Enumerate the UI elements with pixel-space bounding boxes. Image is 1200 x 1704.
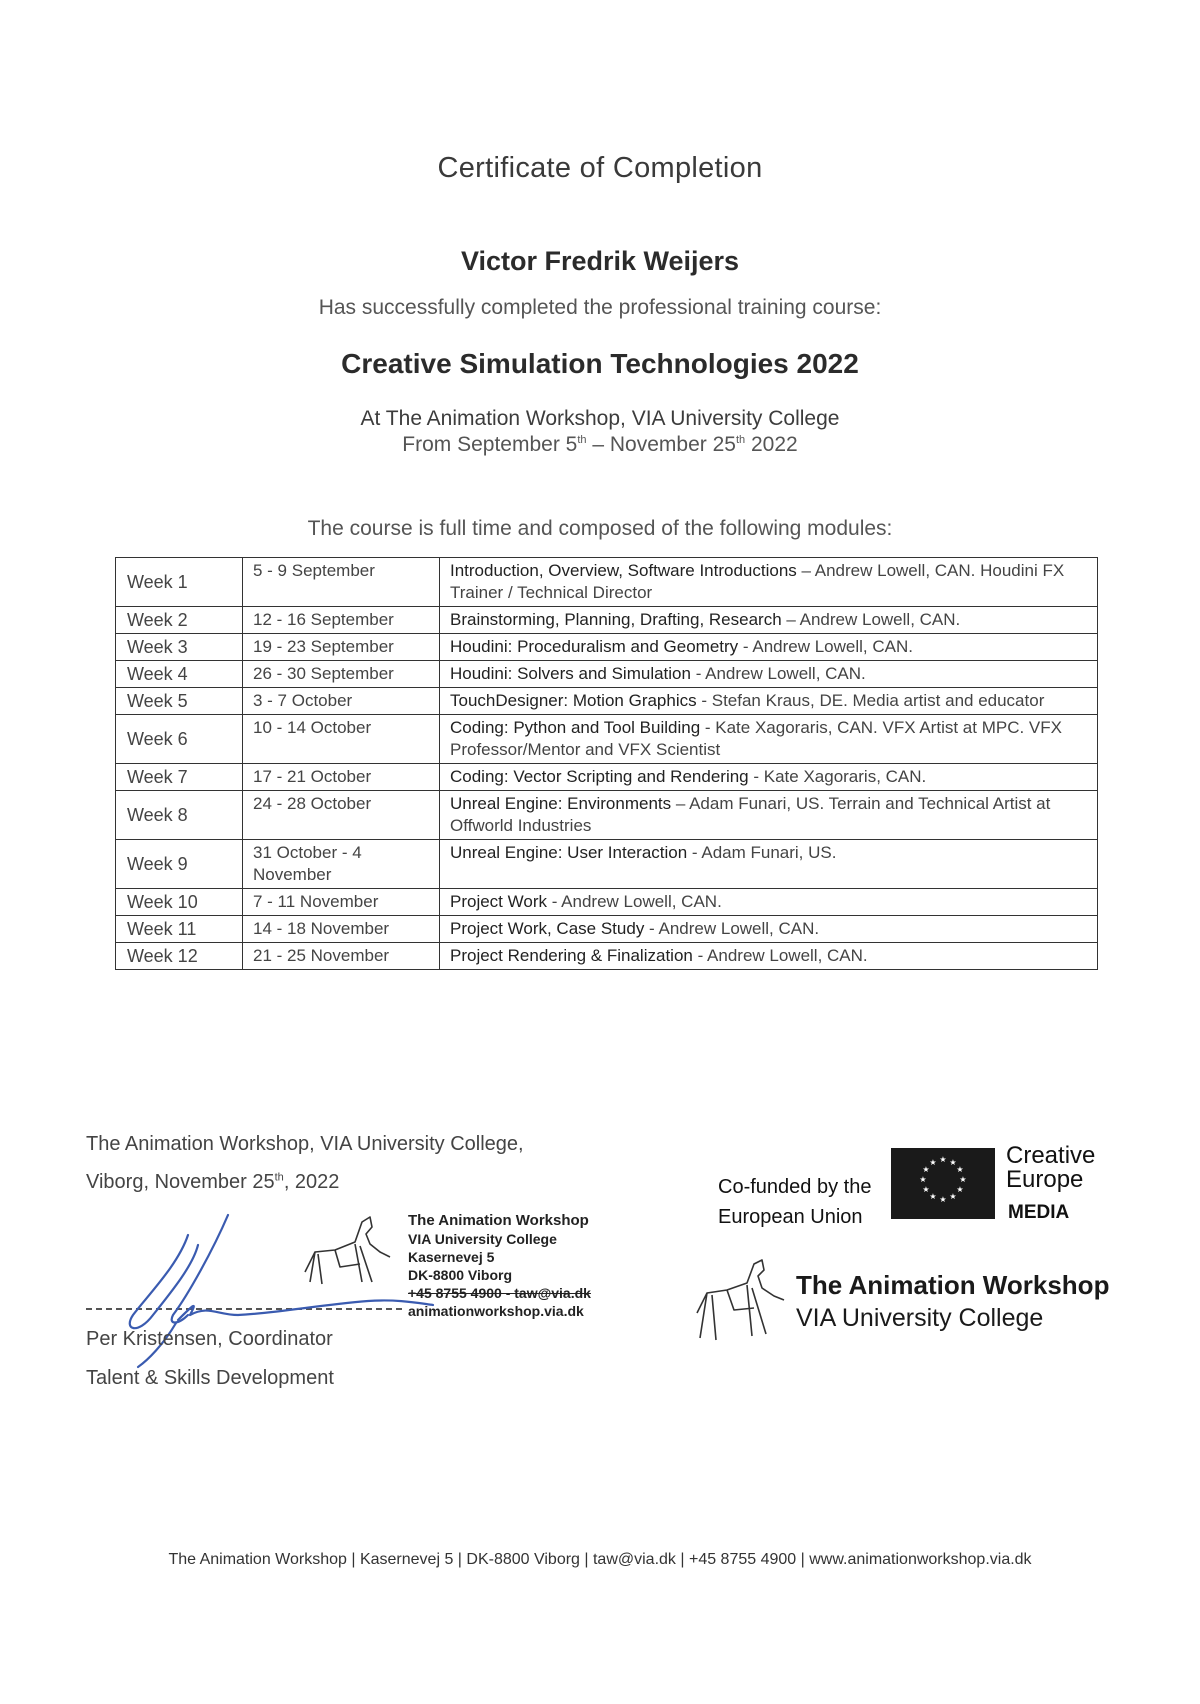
svg-text:★: ★ [922, 1185, 930, 1194]
module-week: Week 1 [116, 558, 243, 607]
module-dates: 21 - 25 November [243, 943, 440, 970]
eu-cofunded-line1: Co-funded by the [718, 1176, 872, 1198]
modules-intro: The course is full time and composed of the following modules: [307, 517, 893, 540]
svg-text:★: ★ [959, 1175, 967, 1184]
module-instructor: - Andrew Lowell, CAN. [692, 946, 868, 965]
eu-flag-icon [891, 1148, 995, 1219]
creative-word: Creative [1006, 1142, 1096, 1169]
completion-statement: Has successfully completed the professional training course: [318, 296, 882, 319]
module-title: Introduction, Overview, Software Introductions [450, 561, 797, 580]
module-week: Week 3 [116, 634, 243, 661]
module-instructor: - Andrew Lowell, CAN. [738, 637, 913, 656]
module-description [440, 791, 1098, 840]
module-title: TouchDesigner: Motion Graphics [450, 691, 697, 710]
module-description [440, 943, 1098, 970]
module-dates: 24 - 28 October [243, 791, 440, 840]
module-title: Project Rendering & Finalization [450, 946, 693, 965]
module-description [440, 688, 1098, 715]
creative-europe-text [1006, 1144, 1095, 1192]
svg-text:★: ★ [929, 1158, 937, 1167]
europe-word: Europe [1006, 1166, 1084, 1193]
module-week: Week 5 [116, 688, 243, 715]
footer-contact: The Animation Workshop | Kasernevej 5 | DK-8800 Viborg | taw@via.dk | +45 8755 4900 | www.animationworkshop.via.dk [168, 1551, 1032, 1568]
module-row [116, 916, 1098, 943]
module-instructor: - Andrew Lowell, CAN. [547, 892, 722, 911]
module-instructor: - Kate Xagoraris, CAN. [748, 767, 927, 786]
media-word: MEDIA [1008, 1202, 1070, 1223]
module-week: Week 12 [116, 943, 243, 970]
module-description [440, 764, 1098, 791]
module-row [116, 715, 1098, 764]
module-dates: 3 - 7 October [243, 688, 440, 715]
module-row [116, 889, 1098, 916]
stamp-line-web: animationworkshop.via.dk [408, 1303, 584, 1319]
dates-start-sup: th [577, 434, 587, 446]
svg-text:★: ★ [929, 1192, 937, 1201]
svg-text:★: ★ [939, 1195, 947, 1204]
taw-horse-logo-icon [692, 1258, 787, 1343]
svg-text:★: ★ [956, 1165, 964, 1174]
module-instructor: - Stefan Kraus, DE. Media artist and educator [696, 691, 1045, 710]
module-instructor: – Andrew Lowell, CAN. [781, 610, 961, 629]
place-date-suffix: , 2022 [283, 1171, 340, 1193]
module-row [116, 558, 1098, 607]
module-week: Week 10 [116, 889, 243, 916]
module-dates: 31 October - 4 November [243, 840, 440, 889]
module-row [116, 634, 1098, 661]
module-dates: 7 - 11 November [243, 889, 440, 916]
taw-logo-subtitle: VIA University College [796, 1304, 1044, 1332]
module-instructor: – Adam Funari, US. Terrain and Technical Artist at Offworld Industries [450, 794, 1051, 835]
modules-table-body [116, 558, 1098, 970]
organization-stamp [408, 1212, 591, 1320]
module-description [440, 916, 1098, 943]
module-dates: 19 - 23 September [243, 634, 440, 661]
stamp-line-contact: +45 8755 4900 - taw@via.dk [408, 1285, 591, 1301]
module-week: Week 11 [116, 916, 243, 943]
module-title: Unreal Engine: Environments [450, 794, 672, 813]
svg-text:★: ★ [919, 1175, 927, 1184]
module-dates: 12 - 16 September [243, 607, 440, 634]
module-description [440, 661, 1098, 688]
module-instructor: - Kate Xagoraris, CAN. VFX Artist at MPC. VFX Professor/Mentor and VFX Scientist [450, 718, 1062, 759]
module-week: Week 9 [116, 840, 243, 889]
place-date-sup: th [274, 1171, 284, 1184]
module-dates: 10 - 14 October [243, 715, 440, 764]
module-dates: 26 - 30 September [243, 661, 440, 688]
module-week: Week 2 [116, 607, 243, 634]
module-row [116, 661, 1098, 688]
eu-cofunded-text [718, 1172, 871, 1232]
dates-suffix: 2022 [745, 433, 798, 456]
place-date-prefix: Viborg, November 25 [86, 1171, 275, 1193]
module-description [440, 840, 1098, 889]
module-title: Houdini: Solvers and Simulation [450, 664, 691, 683]
module-title: Coding: Python and Tool Building [450, 718, 701, 737]
module-week: Week 6 [116, 715, 243, 764]
module-row [116, 791, 1098, 840]
course-dates [0, 433, 1200, 457]
module-instructor: – Andrew Lowell, CAN. Houdini FX Trainer / Technical Director [450, 561, 1065, 602]
eu-cofunded-line2: European Union [718, 1206, 863, 1228]
module-week: Week 7 [116, 764, 243, 791]
svg-text:★: ★ [922, 1165, 930, 1174]
module-week: Week 4 [116, 661, 243, 688]
module-instructor: - Andrew Lowell, CAN. [644, 919, 820, 938]
module-row [116, 607, 1098, 634]
module-dates: 14 - 18 November [243, 916, 440, 943]
course-name: Creative Simulation Technologies 2022 [341, 348, 859, 379]
module-title: Project Work [450, 892, 547, 911]
venue-line: At The Animation Workshop, VIA University College [360, 407, 840, 430]
dates-middle: – November 25 [586, 433, 736, 456]
module-description [440, 715, 1098, 764]
module-dates: 5 - 9 September [243, 558, 440, 607]
stamp-line-college: VIA University College [408, 1231, 557, 1247]
taw-logo-name: The Animation Workshop [796, 1270, 1110, 1300]
module-row [116, 764, 1098, 791]
dates-prefix: From September 5 [402, 433, 578, 456]
module-title: Project Work, Case Study [450, 919, 645, 938]
module-instructor: - Adam Funari, US. [687, 843, 837, 862]
module-week: Week 8 [116, 791, 243, 840]
module-row [116, 943, 1098, 970]
svg-text:★: ★ [956, 1185, 964, 1194]
stamp-line-city: DK-8800 Viborg [408, 1267, 512, 1283]
certificate-title: Certificate of Completion [437, 152, 763, 184]
svg-text:★: ★ [949, 1158, 957, 1167]
module-row [116, 840, 1098, 889]
place-date [86, 1171, 339, 1194]
dates-end-sup: th [735, 434, 746, 446]
module-description [440, 558, 1098, 607]
module-title: Unreal Engine: User Interaction [450, 843, 688, 862]
issuer-line: The Animation Workshop, VIA University College, [86, 1133, 524, 1155]
module-title: Brainstorming, Planning, Drafting, Research [450, 610, 782, 629]
module-title: Houdini: Proceduralism and Geometry [450, 637, 739, 656]
module-dates: 17 - 21 October [243, 764, 440, 791]
modules-table [115, 557, 1098, 970]
stamp-line-org: The Animation Workshop [408, 1212, 589, 1229]
module-description [440, 634, 1098, 661]
svg-text:★: ★ [939, 1155, 947, 1164]
svg-text:★: ★ [949, 1192, 957, 1201]
signer-department: Talent & Skills Development [86, 1367, 334, 1389]
module-title: Coding: Vector Scripting and Rendering [450, 767, 749, 786]
eu-stars-icon [891, 1148, 995, 1219]
module-row [116, 688, 1098, 715]
stamp-horse-icon [300, 1212, 400, 1287]
module-description [440, 889, 1098, 916]
recipient-name: Victor Fredrik Weijers [460, 246, 740, 276]
module-instructor: - Andrew Lowell, CAN. [690, 664, 866, 683]
module-description [440, 607, 1098, 634]
signer-name: Per Kristensen, Coordinator [86, 1328, 333, 1350]
stamp-line-street: Kasernevej 5 [408, 1249, 495, 1265]
